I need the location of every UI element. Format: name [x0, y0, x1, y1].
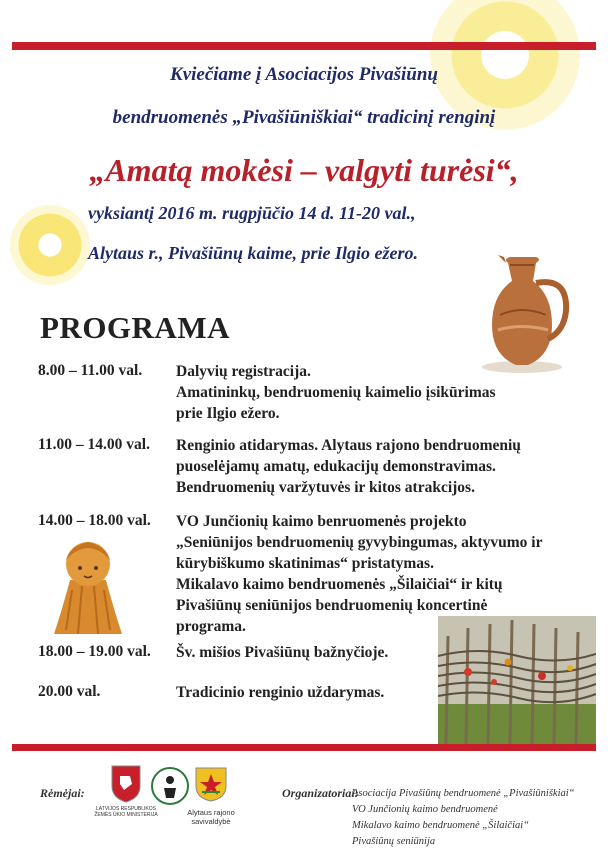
program-time-2: 11.00 – 14.00 val.	[38, 436, 150, 453]
local-action-group-logo	[150, 766, 190, 806]
ministry-caption: LATVIJOS RESPUBLIKOS ŽEMĖS ŪKIO MINISTERIJA	[94, 806, 158, 818]
organizer-item: Pivašiūnų seniūnija	[352, 836, 436, 847]
program-desc-1: Dalyvių registracija. Amatininkų, bendruomenių kaimelio įsikūrimas prie Ilgio ežero.	[176, 363, 496, 422]
wattle-fence-image	[438, 616, 596, 744]
lithuania-coat-of-arms-logo	[108, 764, 144, 804]
program-heading: PROGRAMA	[40, 310, 230, 345]
program-time-5: 20.00 val.	[38, 683, 101, 700]
organizer-item: VO Junčionių kaimo bendruomenė	[352, 804, 498, 815]
program-time-3: 14.00 – 18.00 val.	[38, 512, 151, 529]
municipality-caption: Alytaus rajono savivaldybė	[187, 808, 235, 826]
organizer-item: Mikalavo kaimo bendruomenė „Šilaičiai“	[352, 820, 530, 831]
sponsors-label: Rėmėjai:	[40, 786, 85, 800]
program-desc-4: Šv. mišios Pivašiūnų bažnyčioje.	[176, 644, 389, 661]
program-desc-5: Tradicinio renginio uždarymas.	[176, 684, 385, 701]
event-location: Alytaus r., Pivašiūnų kaime, prie Ilgio ežero.	[88, 243, 419, 263]
alytus-district-coat-of-arms-logo	[194, 766, 228, 802]
organizers-list	[352, 786, 575, 850]
sun-decoration-left	[10, 205, 90, 285]
invitation-line-1: Kviečiame į Asociacijos Pivašiūnų	[170, 64, 438, 85]
bottom-red-bar	[12, 744, 596, 751]
program-desc-2: Renginio atidarymas. Alytaus rajono bendruomenių puoselėjamų amatų, edukacijų demonstravimas. Bendruomenių varžytuvės ir kitos atrakcijos.	[176, 437, 521, 496]
event-date-time: vyksiantį 2016 m. rugpjūčio 14 d. 11-20 val.,	[88, 203, 416, 223]
invitation-line-2: bendruomenės „Pivašiūniškiai“ tradicinį renginį	[112, 107, 496, 128]
organizers-label: Organizatoriai:	[282, 786, 359, 800]
wooden-doll-image	[48, 530, 128, 640]
organizer-item: Asociacija Pivašiūnų bendruomenė „Pivašiūniškiai“	[352, 788, 575, 799]
program-desc-3: VO Junčionių kaimo benruomenės projekto „Seniūnijos bendruomenių gyvybingumas, aktyvumo ir kūrybiškumo skatinimas“ pristatymas. Mikalavo kaimo bendruomenės „Šilaičiai“ ir kitų Pivašiūnų seniūnijos bendruomenių koncertinė programa.	[176, 513, 543, 635]
clay-jug-image	[470, 255, 580, 375]
program-time-1: 8.00 – 11.00 val.	[38, 362, 143, 379]
program-time-4: 18.00 – 19.00 val.	[38, 643, 151, 660]
top-red-bar	[12, 42, 596, 50]
event-title: „Amatą mokėsi – valgyti turėsi“,	[89, 152, 519, 188]
